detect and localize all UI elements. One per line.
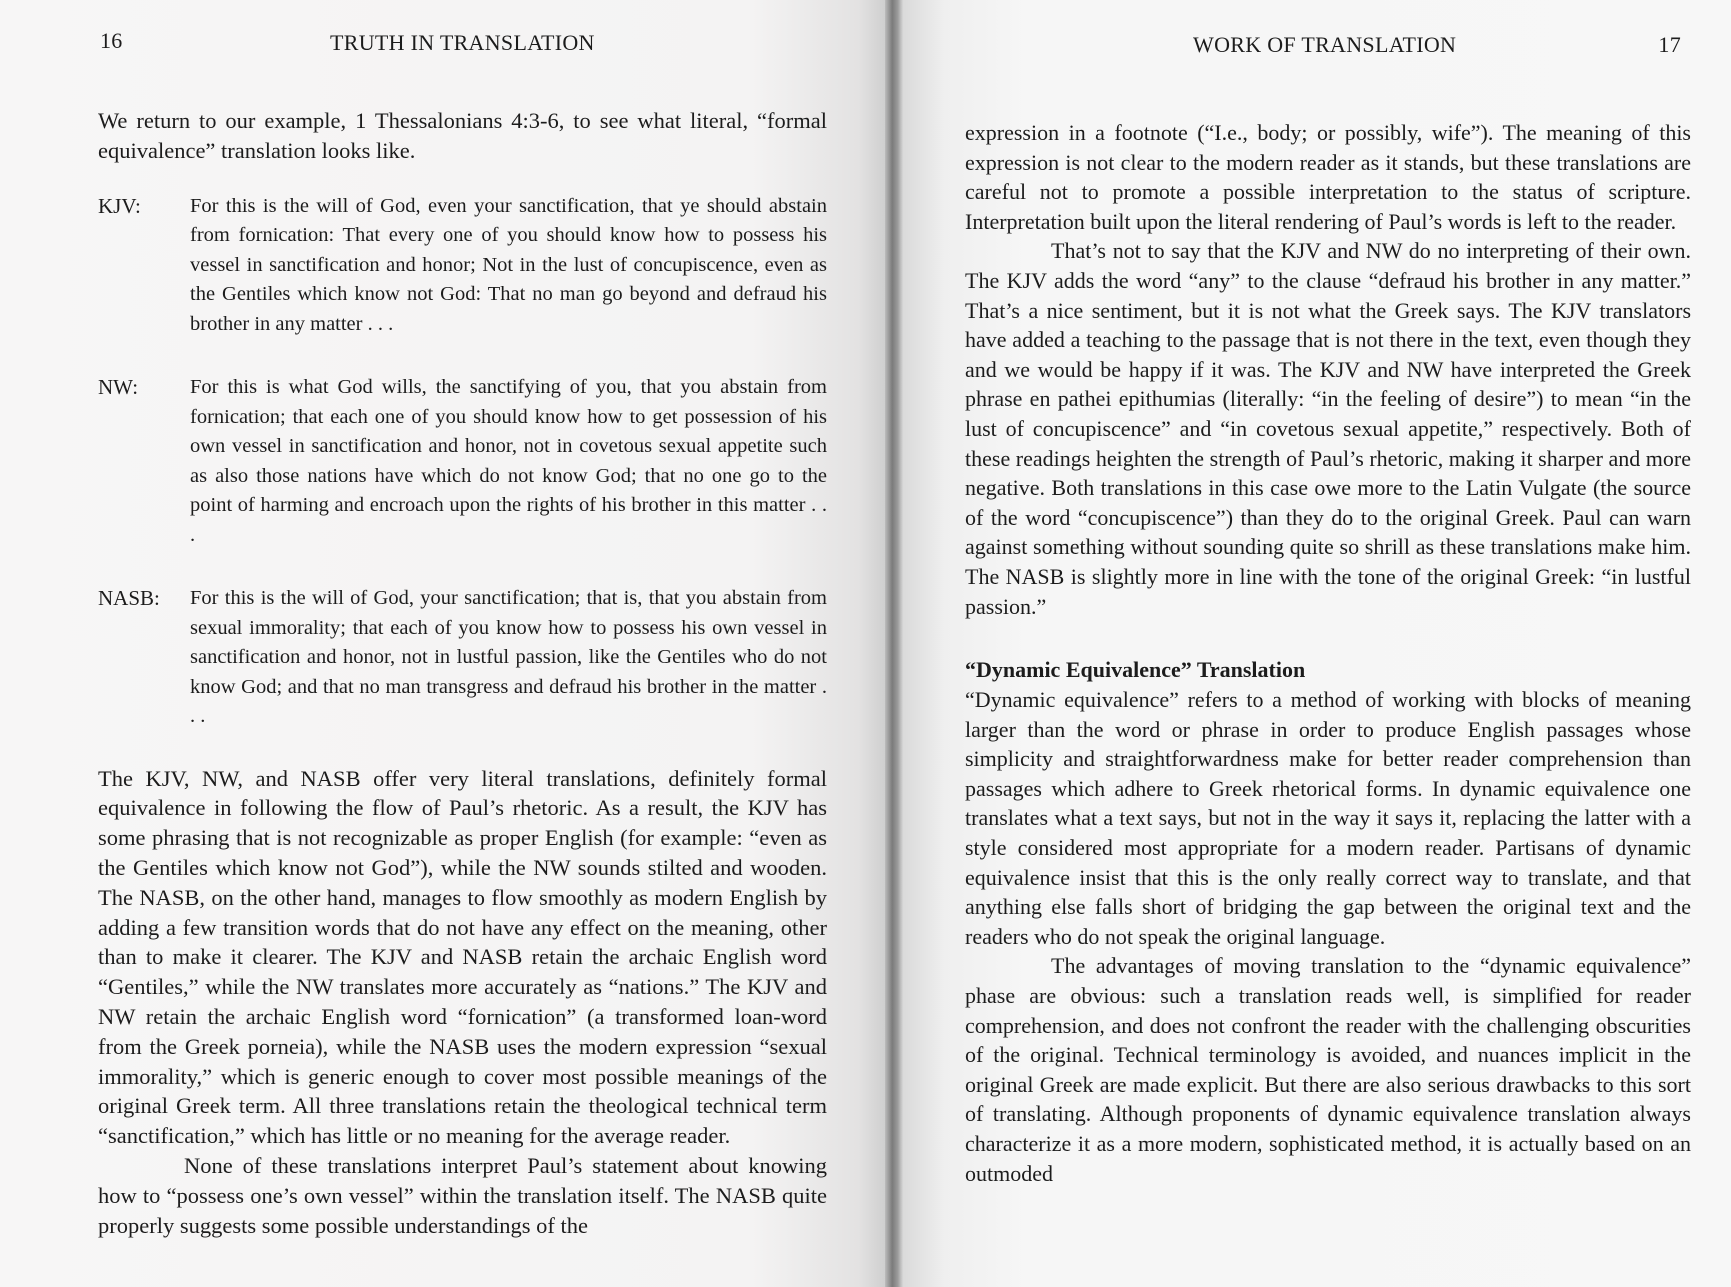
quote-text-nasb: For this is the will of God, your sanctification; that is, that you abstain from sexual immorality; that each of you know how to possess his own vessel in sanctification and honor, not in lustful passion, like the Gentiles who do not know God; and that no man transgress and defraud his brother in the matter . . . <box>190 587 827 728</box>
intro-paragraph: We return to our example, 1 Thessalonians 4:3-6, to see what literal, “formal equivalence” translation looks like. <box>98 108 827 163</box>
continuation-paragraph: None of these translations interpret Paul’s statement about knowing how to “possess one’s own vessel” within the translation itself. The NASB quite properly suggests some possible understandings of the <box>98 1152 827 1238</box>
quote-label-nw: NW: <box>98 375 139 400</box>
book-gutter <box>885 0 903 1287</box>
page-number-left: 16 <box>100 28 123 53</box>
interpretation-paragraph: That’s not to say that the KJV and NW do no interpreting of their own. The KJV adds the word “any” to the clause “defraud his brother in any matter.” That’s a nice sentiment, but it is not what the Greek says. The KJV translators have added a teaching to the passage that is not there in the text, even though they and we would be happy if it was. The KJV and NW have interpreted the Greek phrase en pathei epithumias (literally: “in the feeling of desire”) to mean “in the lust of concupiscence” and “in covetous sexual appetite,” respectively. Both of these readings heighten the strength of Paul’s rhetoric, making it sharper and more negative. Both translations in this case owe more to the Latin Vulgate (the source of the word “concupiscence”) than they do to the original Greek. Paul can warn against something without sounding quite so shrill as these translations make him. The NASB is slightly more in line with the tone of the original Greek: “in lustful passion.” <box>965 238 1691 619</box>
quote-text-nw: For this is what God wills, the sanctifying of you, that you abstain from fornication; that each one of you should know how to get possession of his own vessel in sanctification and honor, not in covetous sexual appetite such as also those nations have which do not know God; that no one go to the point of harming and encroach upon the rights of his brother in this matter . . . <box>190 376 827 546</box>
section-heading: “Dynamic Equivalence” Translation <box>965 657 1306 683</box>
discussion-paragraph: The KJV, NW, and NASB offer very literal translations, definitely formal equivalence in following the flow of Paul’s rhetoric. As a result, the KJV has some phrasing that is not recognizable as proper English (for example: “even as the Gentiles which know not God”), while the NW sounds stilted and wooden. The NASB, on the other hand, manages to flow smoothly as modern English by adding a few transition words that do not have any effect on the meaning, other than to make it clearer. The KJV and NASB retain the archaic English word “Gentiles,” while the NW translates more accurately as “nations.” The KJV and NW retain the archaic English word “fornication” (a transformed loan-word from the Greek porneia), while the NASB uses the modern expression “sexual immorality,” which is generic enough to cover most possible meanings of the original Greek term. All three translations retain the theological technical term “sanctification,” which has little or no meaning for the average reader. <box>98 765 827 1149</box>
quote-label-nasb: NASB: <box>98 586 160 611</box>
advantages-paragraph: The advantages of moving translation to the “dynamic equivalence” phase are obvious: such a translation reads well, is simplified for reader comprehension, and does not confront the reader with the challenging obscurities of the original. Technical terminology is avoided, and nuances implicit in the original Greek are made explicit. But there are also serious drawbacks to this sort of translating. Although proponents of dynamic equivalence translation always characterize it as a more modern, sophisticated method, it is actually based on an outmoded <box>965 953 1691 1186</box>
quote-nasb <box>98 584 827 732</box>
quote-label-kjv: KJV: <box>98 193 141 218</box>
running-head-left <box>98 24 827 64</box>
page-number-right: 17 <box>1658 32 1681 57</box>
right-page <box>903 0 1731 1287</box>
definition-paragraph: “Dynamic equivalence” refers to a method of working with blocks of meaning larger than the word or phrase in order to produce English passages whose simplicity and straightforwardness make for better reader comprehension than passages which adhere to Greek rhetorical forms. In dynamic equivalence one translates what a text says, but not in the way it says it, replacing the latter with a style considered most appropriate for a modern reader. Partisans of dynamic equivalence insist that this is the only really correct way to translate, and that anything else falls short of bridging the gap between the original text and the readers who do not speak the original language. <box>965 687 1691 949</box>
quote-text-kjv: For this is the will of God, even your sanctification, that ye should abstain from fornication: That every one of you should know how to possess his vessel in sanctification and honor; Not in the lust of concupiscence, even as the Gentiles which know not God: That no man go beyond and defraud his brother in any matter . . . <box>190 194 827 335</box>
running-head-right <box>965 26 1691 66</box>
running-head-title-left: TRUTH IN TRANSLATION <box>330 30 595 55</box>
quote-kjv <box>98 192 827 340</box>
quote-nw <box>98 373 827 550</box>
footnote-paragraph: expression in a footnote (“I.e., body; or possibly, wife”). The meaning of this expression is not clear to the modern reader as it stands, but these translations are careful not to promote a possible interpretation to the status of scripture. Interpretation built upon the literal rendering of Paul’s words is left to the reader. <box>965 120 1691 234</box>
running-head-title-right: WORK OF TRANSLATION <box>1193 32 1457 57</box>
